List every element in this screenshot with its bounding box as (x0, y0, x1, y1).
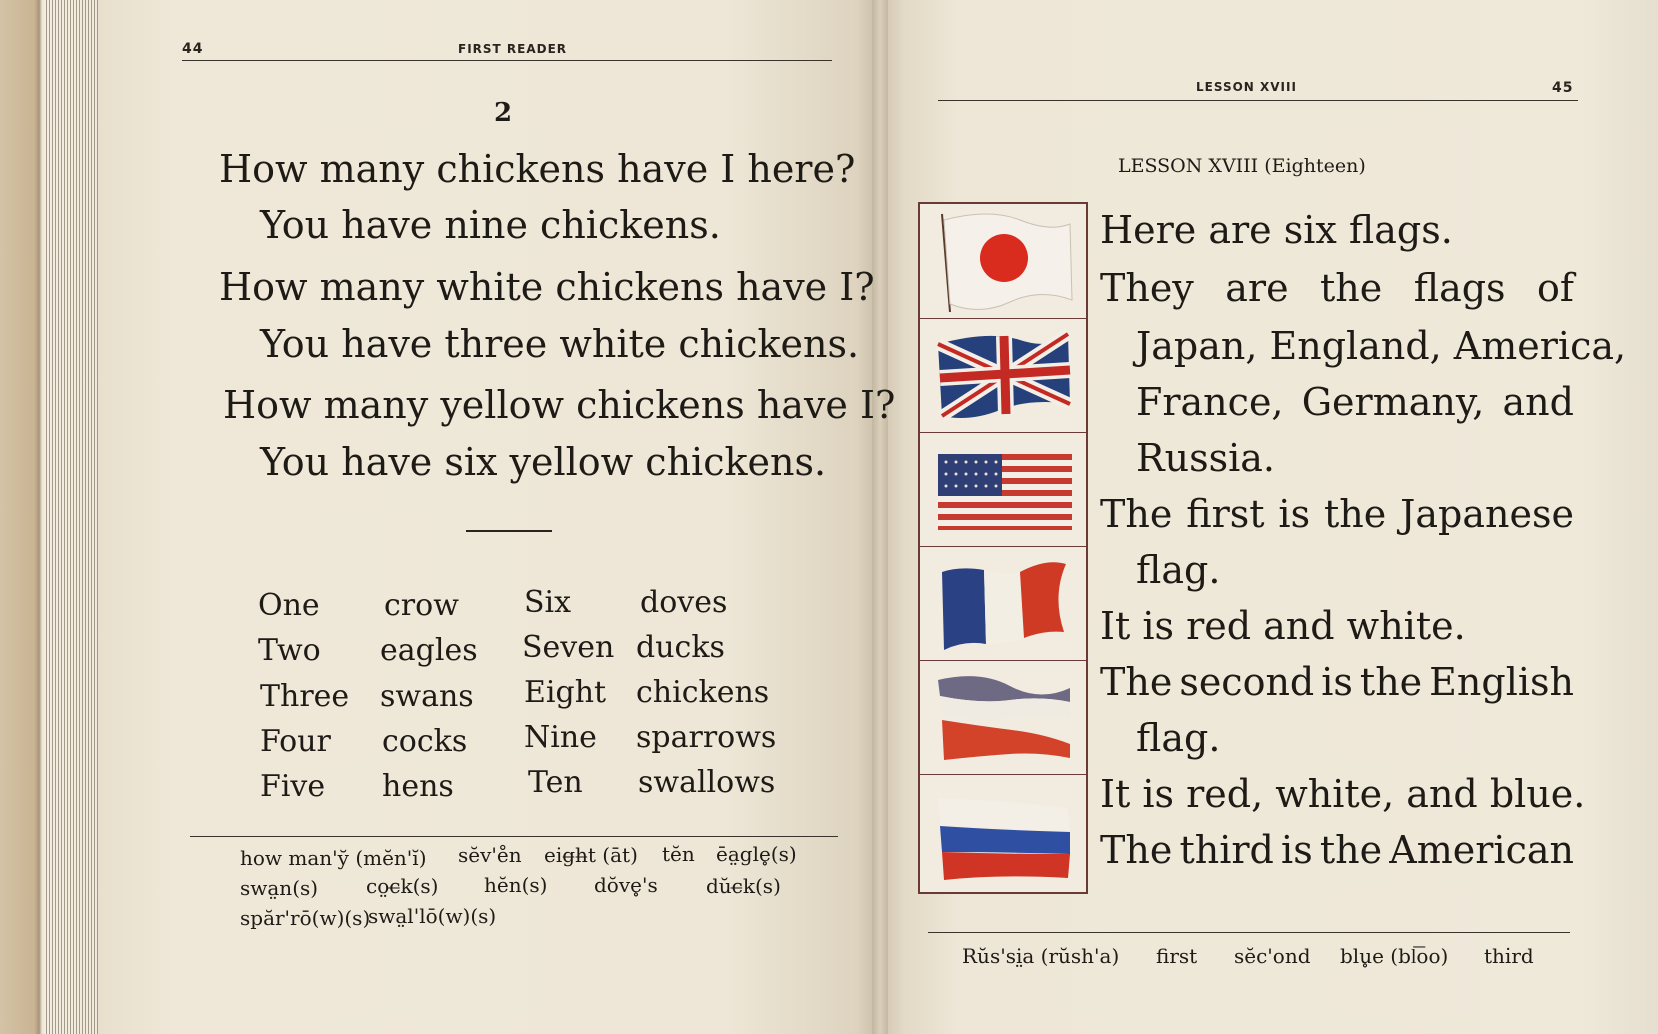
pronunciation-item: swa̤l'lō(w)(s) (368, 904, 497, 928)
word: the (1323, 492, 1387, 536)
pronunciation-item: first (1156, 944, 1198, 968)
word: and (1502, 380, 1574, 424)
question-line-3: How many yellow chickens have I? (223, 383, 896, 427)
word: Germany, (1301, 380, 1485, 424)
book-gutter (872, 0, 888, 1034)
pronunciation-item: eig̶h̶t (āt) (544, 843, 638, 867)
word: They (1100, 266, 1194, 310)
lesson-line-10: flag. (1136, 716, 1221, 760)
word: the (1319, 828, 1383, 872)
answer-line-1: You have nine chickens. (260, 203, 721, 247)
left-head-rule (182, 60, 832, 61)
lesson-line-9 (1100, 660, 1574, 704)
word-cell: eagles (380, 633, 478, 668)
lesson-line-4 (1136, 380, 1574, 424)
word: the (1320, 266, 1383, 310)
lesson-line-7: flag. (1136, 548, 1221, 592)
pronunciation-item: tĕn (662, 842, 695, 866)
right-running-head: LESSON XVIII (1196, 80, 1297, 94)
left-running-head: FIRST READER (458, 42, 568, 56)
word: is (1321, 660, 1353, 704)
word: American (1389, 828, 1574, 872)
word-cell: doves (640, 585, 728, 620)
word-cell: ducks (636, 630, 725, 665)
word-cell: Eight (524, 675, 607, 710)
word: Japanese (1400, 492, 1574, 536)
word-cell: swallows (638, 765, 776, 800)
lesson-line-5: Russia. (1136, 436, 1275, 480)
word-cell: cocks (382, 724, 468, 759)
word-cell: crow (384, 588, 459, 623)
left-page-number: 44 (182, 41, 204, 57)
pronunciation-item: sĕc'ond (1234, 944, 1311, 968)
lesson-line-2 (1100, 266, 1574, 310)
word-cell: Ten (528, 765, 583, 800)
word-cell: Four (260, 724, 331, 759)
word-cell: Two (258, 633, 321, 668)
flags-illustration (918, 202, 1088, 894)
question-line-2: How many white chickens have I? (219, 265, 875, 309)
word-cell: sparrows (636, 720, 777, 755)
pronunciation-item: ēa̤gle̥(s) (716, 842, 797, 866)
right-footer-rule (928, 932, 1570, 933)
pronunciation-item: thi̇rd (1484, 944, 1534, 968)
lesson-line-12 (1100, 828, 1574, 872)
pronunciation-item: dŭc̶k(s) (706, 874, 781, 898)
word-cell: hens (382, 769, 454, 804)
word: The (1100, 660, 1173, 704)
germany-flag (920, 660, 1086, 775)
france-flag (920, 546, 1086, 661)
lesson-line-11: It is red, white, and blue. (1100, 772, 1586, 816)
word-cell: Nine (524, 720, 597, 755)
answer-line-3: You have six yellow chickens. (260, 440, 827, 484)
word: is (1278, 492, 1311, 536)
pronunciation-item: co̤c̶k(s) (366, 874, 439, 898)
right-head-rule (938, 100, 1578, 101)
word: English (1429, 660, 1574, 704)
word: of (1537, 266, 1574, 310)
word-cell: Three (260, 679, 350, 714)
russia-flag (920, 774, 1086, 892)
word-cell: chickens (636, 675, 770, 710)
question-line-1: How many chickens have I here? (219, 147, 856, 191)
pronunciation-item: spăr'rō(w)(s) (240, 906, 371, 930)
answer-line-2: You have three white chickens. (260, 322, 860, 366)
word: second (1179, 660, 1315, 704)
word-cell: Six (524, 585, 572, 620)
word: The (1100, 828, 1173, 872)
england-flag (920, 318, 1086, 433)
pronunciation-item: blu̥e (bl͞oo) (1340, 944, 1449, 968)
america-flag (920, 432, 1086, 547)
pronunciation-item: hĕn(s) (484, 873, 548, 897)
right-page-number: 45 (1552, 80, 1574, 96)
word: first (1186, 492, 1265, 536)
lesson-line-8: It is red and white. (1100, 604, 1466, 648)
section-number: 2 (494, 98, 513, 128)
word: is (1281, 828, 1313, 872)
word: are (1225, 266, 1289, 310)
left-footer-rule (190, 836, 838, 837)
pronunciation-item: swa̤n(s) (240, 876, 319, 900)
word: The (1100, 492, 1173, 536)
word: third (1179, 828, 1274, 872)
lesson-title: LESSON XVIII (Eighteen) (1118, 155, 1366, 177)
pronunciation-item: sĕv'e̊n (458, 843, 522, 867)
japan-flag (920, 204, 1086, 319)
word-cell: Seven (522, 630, 615, 665)
pronunciation-item: Rŭs'si̤a (rŭsh'a) (962, 944, 1120, 968)
word-cell: swans (380, 679, 474, 714)
page-edges (44, 0, 98, 1034)
word: flags (1413, 266, 1506, 310)
pronunciation-item: dŏve̥'s (594, 873, 658, 897)
lesson-line-6 (1100, 492, 1574, 536)
lesson-line-1: Here are six flags. (1100, 208, 1453, 252)
word: the (1359, 660, 1423, 704)
word-cell: One (258, 588, 320, 623)
lesson-line-3: Japan, England, America, (1136, 324, 1627, 368)
word: France, (1136, 380, 1284, 424)
word-cell: Five (260, 769, 326, 804)
pronunciation-item: how man'y̆ (mĕn'ĭ) (240, 846, 427, 870)
section-divider (466, 530, 552, 532)
